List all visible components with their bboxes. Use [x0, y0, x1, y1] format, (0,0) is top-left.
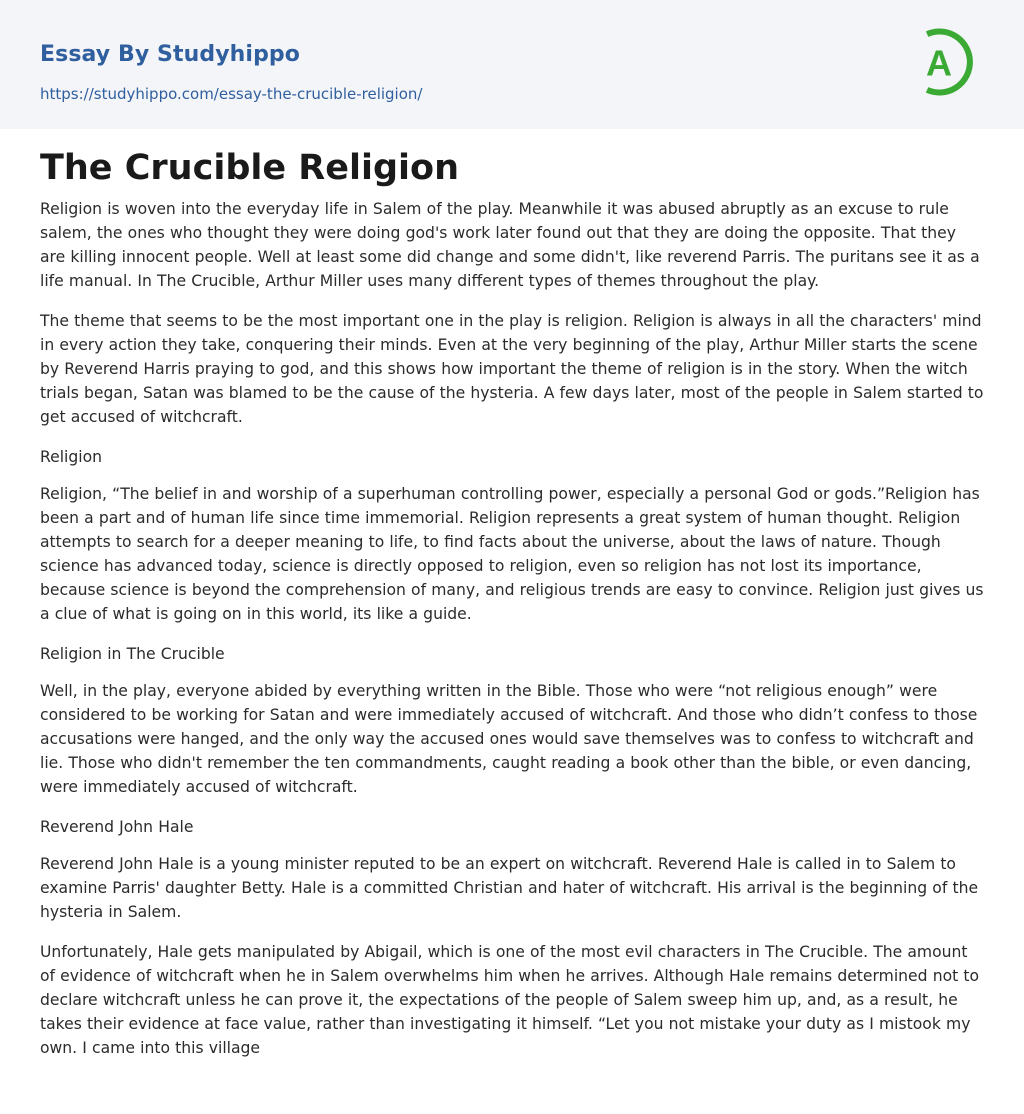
paragraph-religion-definition: Religion, “The belief in and worship of a superhuman controlling power, especially a personal God or gods.”Religion has been a part and of human life since time immemorial. Religion represents a great system of human thought. Religion attempts to search for a deeper meaning to life, to find facts about the universe, about the laws of nature. Though science has advanced today, science is directly opposed to religion, even so religion has not lost its importance, because science is beyond the comprehension of many, and religious trends are easy to convince. Religion just gives us a clue of what is going on in this world, its like a guide.: [40, 485, 984, 623]
subheading-reverend-hale: Reverend John Hale: [40, 818, 194, 836]
subheading-religion-in-crucible: Religion in The Crucible: [40, 645, 225, 663]
subheading-religion: Religion: [40, 448, 103, 466]
paragraph-intro: Religion is woven into the everyday life in Salem of the play. Meanwhile it was abused abruptly as an excuse to rule salem, the ones who thought they were doing god's work later found out that they are doing the opposite. That they are killing innocent people. Well at least some did change and some didn't, like reverend Parris. The puritans see it as a life manual. In The Crucible, Arthur Miller uses many different types of themes throughout the play.: [40, 200, 980, 290]
page-title: The Crucible Religion: [40, 148, 459, 188]
essay-article: [0, 129, 1024, 1060]
paragraph-hale-intro: Reverend John Hale is a young minister reputed to be an expert on witchcraft. Reverend Hale is called in to Salem to examine Parris' daughter Betty. Hale is a committed Christian and hater of witchcraft. His arrival is the beginning of the hysteria in Salem.: [40, 855, 979, 921]
paragraph-theme: The theme that seems to be the most important one in the play is religion. Religion is always in all the characters' mind in every action they take, conquering their minds. Even at the very beginning of the play, Arthur Miller starts the scene by Reverend Harris praying to god, and this shows how important the theme of religion is in the story. When the witch trials began, Satan was blamed to be the cause of the hysteria. A few days later, most of the people in Salem started to get accused of witchcraft.: [40, 312, 984, 426]
studyhippo-logo-icon[interactable]: [912, 19, 986, 105]
logo-letter: A: [926, 42, 952, 84]
paragraph-hale-manipulated: Unfortunately, Hale gets manipulated by Abigail, which is one of the most evil characters in The Crucible. The amount of evidence of witchcraft when he in Salem overwhelms him when he arrives. Although Hale remains determined not to declare witchcraft unless he can prove it, the expectations of the people of Salem sweep him up, and, as a result, he takes their evidence at face value, rather than investigating it himself. “Let you not mistake your duty as I mistook my own. I came into this village: [40, 943, 980, 1057]
essay-url-link[interactable]: https://studyhippo.com/essay-the-crucible-religion/: [40, 85, 423, 103]
site-header: [0, 0, 1024, 129]
paragraph-religion-in-crucible: Well, in the play, everyone abided by everything written in the Bible. Those who were “not religious enough” were considered to be working for Satan and were immediately accused of witchcraft. And those who didn’t confess to those accusations were hanged, and the only way the accused ones would save themselves was to confess to witchcraft and lie. Those who didn't remember the ten commandments, caught reading a book other than the bible, or even dancing, were immediately accused of witchcraft.: [40, 682, 978, 796]
site-brand[interactable]: Essay By Studyhippo: [40, 42, 300, 67]
